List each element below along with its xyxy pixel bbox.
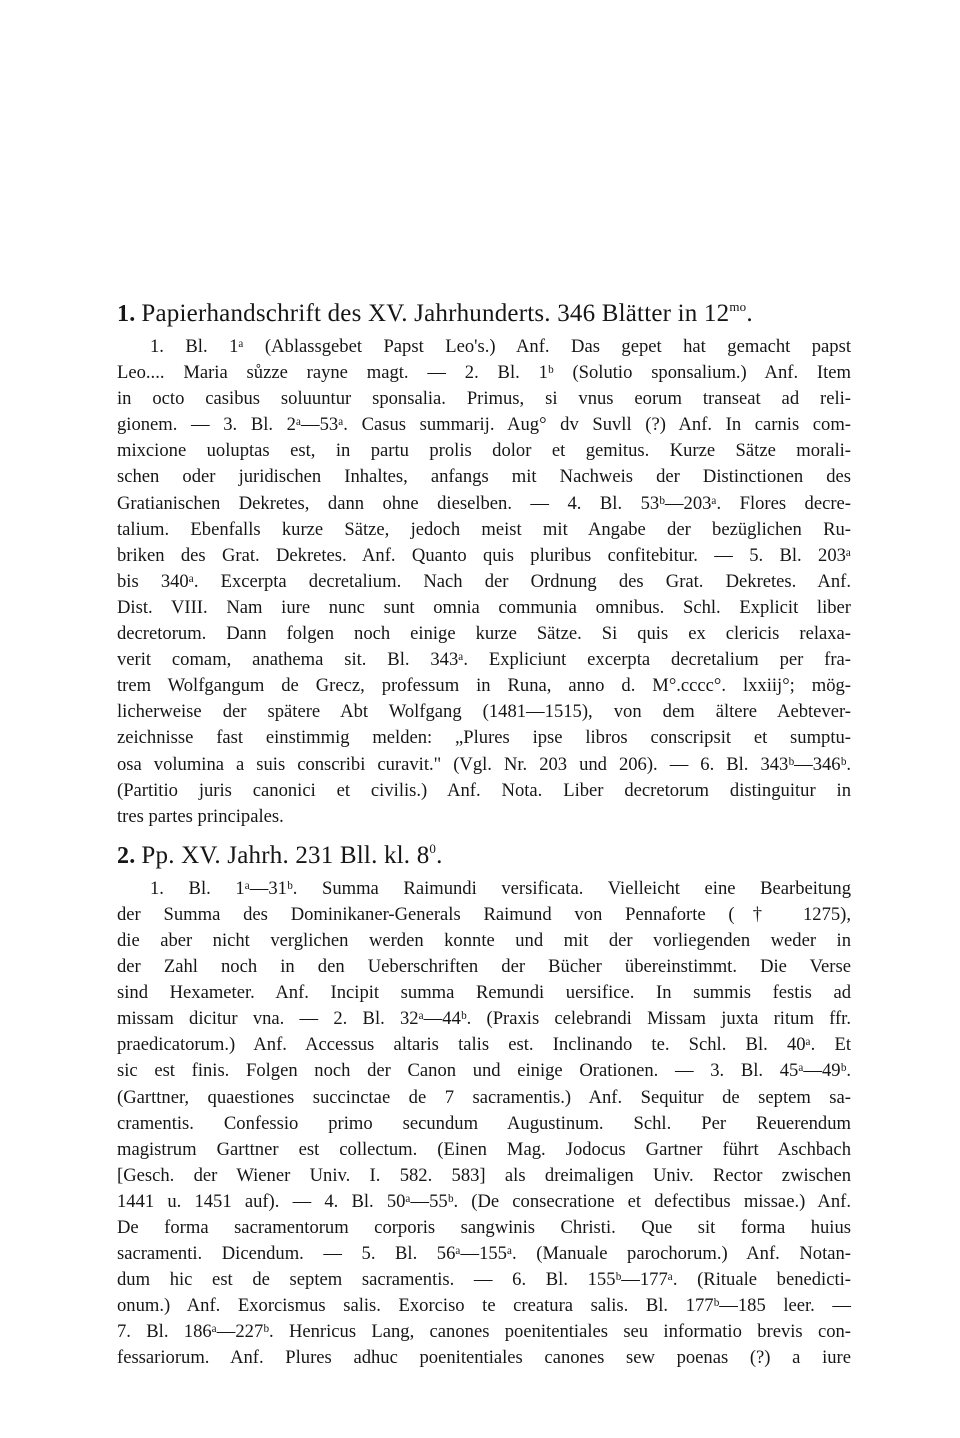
text-line: sic est finis. Folgen noch der Canon und einige Orationen. — 3. Bl. 45ᵃ—49ᵇ. — [117, 1060, 851, 1082]
entry-2-body — [117, 876, 851, 1372]
text-line: decretorum. Dann folgen noch einige kurze Sätze. Si quis ex clericis relaxa- — [117, 623, 851, 645]
text-line: (Garttner, quaestiones succinctae de 7 sacramentis.) Anf. Sequitur de septem sa- — [117, 1086, 851, 1108]
entry-1-heading-sup: mo — [729, 299, 747, 314]
entry-2-heading-end: . — [436, 841, 443, 869]
document-page — [117, 298, 851, 1372]
text-line: dum hic est de septem sacramentis. — 6. Bl. 155ᵇ—177ᵃ. (Rituale benedicti- — [117, 1269, 851, 1291]
entry-2-heading — [117, 840, 851, 872]
text-line: missam dicitur vna. — 2. Bl. 32ᵃ—44ᵇ. (Praxis celebrandi Missam juxta ritum ffr. — [117, 1008, 851, 1030]
text-line: magistrum Garttner est collectum. (Einen Mag. Jodocus Gartner führt Aschbach — [117, 1138, 851, 1160]
text-line: osa volumina a suis conscribi curavit." (Vgl. Nr. 203 und 206). — 6. Bl. 343ᵇ—346ᵇ. — [117, 753, 851, 775]
text-line: [Gesch. der Wiener Univ. I. 582. 583] als dreimaligen Univ. Rector zwischen — [117, 1164, 851, 1186]
text-line: in octo casibus soluuntur sponsalia. Primus, si vnus eorum transeat ad reli- — [117, 388, 851, 410]
text-line: zeichnisse fast einstimmig melden: „Plures ipse libros conscripsit et sumptu- — [117, 727, 851, 749]
text-line: trem Wolfgangum de Grecz, professum in Runa, anno d. M°.cccc°. lxxiij°; mög- — [117, 675, 851, 697]
text-line: cramentis. Confessio primo secundum Augustinum. Schl. Per Reuerendum — [117, 1112, 851, 1134]
text-line: verit comam, anathema sit. Bl. 343ᵃ. Expliciunt excerpta decretalium per fra- — [117, 649, 851, 671]
text-line: 1. Bl. 1ᵃ (Ablassgebet Papst Leo's.) Anf. Das gepet hat gemacht papst — [150, 336, 851, 357]
text-line: licherweise der spätere Abt Wolfgang (1481—1515), von dem ältere Aebtever- — [117, 701, 851, 723]
entry-2-heading-sup: 0 — [429, 840, 437, 856]
text-line: der Summa des Dominikaner-Generals Raimund von Pennaforte († 1275), — [117, 903, 851, 925]
entry-1-heading-text: Papierhandschrift des XV. Jahrhunderts. 346 Blätter in 12 — [141, 300, 730, 327]
text-line: onum.) Anf. Exorcismus salis. Exorciso te creatura salis. Bl. 177ᵇ—185 leer. — — [117, 1295, 851, 1317]
entry-2-heading-text: Pp. XV. Jahrh. 231 Bll. kl. 8 — [141, 841, 430, 869]
entry-2-number: 2. — [117, 842, 136, 869]
entry-1-number: 1. — [117, 301, 136, 327]
text-line: bis 340ᵃ. Excerpta decretalium. Nach der Ordnung des Grat. Dekretes. Anf. — [117, 570, 851, 592]
text-line: 1. Bl. 1ᵃ—31ᵇ. Summa Raimundi versificata. Vielleicht eine Bearbeitung — [150, 877, 851, 899]
text-line: praedicatorum.) Anf. Accessus altaris talis est. Inclinando te. Schl. Bl. 40ᵃ. Et — [117, 1034, 851, 1056]
entry-1-body — [117, 334, 851, 830]
text-line: der Zahl noch in den Ueberschriften der Bücher übereinstimmt. Die Verse — [117, 956, 851, 978]
text-line: Leo.... Maria sůzze rayne magt. — 2. Bl. 1ᵇ (Solutio sponsalium.) Anf. Item — [117, 362, 851, 384]
text-line: De forma sacramentorum corporis sangwinis Christi. Que sit forma huius — [117, 1217, 851, 1238]
text-line: Dist. VIII. Nam iure nunc sunt omnia communia omnibus. Schl. Explicit liber — [117, 596, 851, 618]
text-line: gionem. — 3. Bl. 2ᵃ—53ᵃ. Casus summarij. Aug° dv Suvll (?) Anf. In carnis com- — [117, 414, 851, 436]
text-line: briken des Grat. Dekretes. Anf. Quanto quis pluribus confitebitur. — 5. Bl. 203ᵃ — [117, 544, 851, 566]
text-line: schen oder juridischen Inhaltes, anfangs mit Nachweis der Distinctionen des — [117, 466, 851, 488]
text-line: fessariorum. Anf. Plures adhuc poenitentiales canones sew poenas (?) a iure — [117, 1347, 851, 1369]
text-line: talium. Ebenfalls kurze Sätze, jedoch meist mit Angabe der bezüglichen Ru- — [117, 518, 851, 540]
text-line: die aber nicht verglichen werden konnte und mit der vorliegenden weder in — [117, 929, 851, 951]
text-line: tres partes principales. — [117, 805, 284, 827]
text-line: (Partitio juris canonici et civilis.) Anf. Nota. Liber decretorum distinguitur in — [117, 779, 851, 801]
text-line: sacramenti. Dicendum. — 5. Bl. 56ᵃ—155ᵃ. (Manuale parochorum.) Anf. Notan- — [117, 1243, 851, 1265]
text-line: mixcione uoluptas est, in partu prolis dolor et gemitus. Kurze Sätze morali- — [117, 440, 851, 462]
text-line: 1441 u. 1451 auf). — 4. Bl. 50ᵃ—55ᵇ. (De consecratione et defectibus missae.) Anf. — [117, 1190, 851, 1212]
text-line: sind Hexameter. Anf. Incipit summa Remundi uersifice. In summis festis ad — [117, 982, 851, 1004]
entry-1-heading — [117, 298, 851, 330]
text-line: Gratianischen Dekretes, dann ohne dieselben. — 4. Bl. 53ᵇ—203ᵃ. Flores decre- — [117, 492, 851, 514]
text-line: 7. Bl. 186ᵃ—227ᵇ. Henricus Lang, canones poenitentiales seu informatio brevis con- — [117, 1321, 851, 1343]
entry-1-heading-end: . — [746, 300, 753, 327]
